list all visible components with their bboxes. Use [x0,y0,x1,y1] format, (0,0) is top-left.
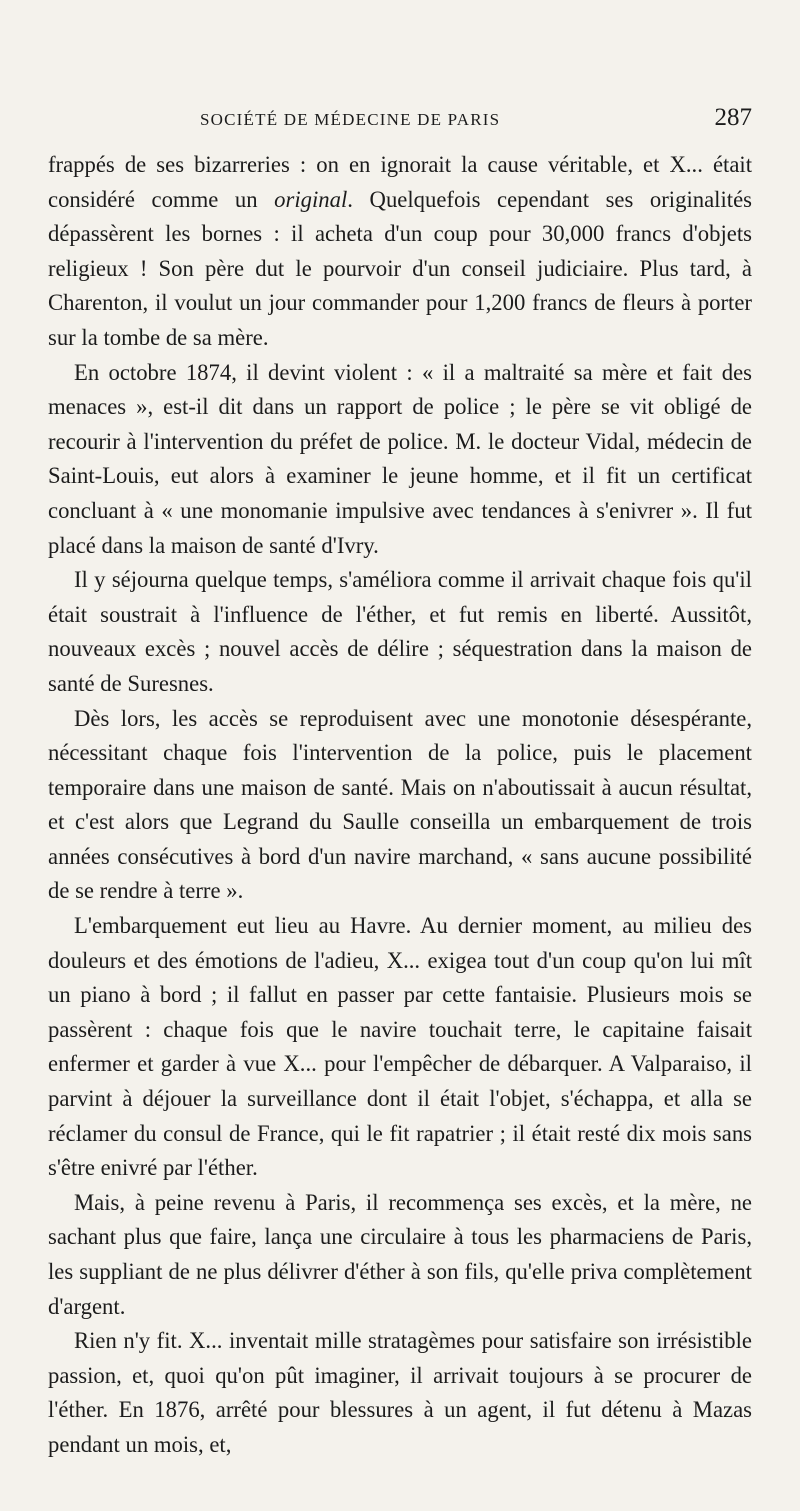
paragraph-6: Mais, à peine revenu à Paris, il recommença ses excès, et la mère, ne sachant plus que faire, lança une circulaire à tous les pharmaciens de Paris, les suppliant de ne plus délivrer d'éther à son fils, qu'elle priva complètement d'argent. [48,1189,752,1319]
paragraph-3: Il y séjourna quelque temps, s'améliora comme il arrivait chaque fois qu'il était soustrait à l'influence de l'éther, et fut remis en liberté. Aussitôt, nouveaux excès ; nouvel accès de délire ; séquestration dans la maison de santé de Suresnes. [48,567,752,696]
paragraph-1 [48,148,752,356]
paragraph-1-before: frappés de ses bizarreries : on en ignorait la cause véritable, et X... était considéré comme un [48,152,752,212]
paragraph-7: Rien n'y fit. X... inventait mille stratagèmes pour satisfaire son irrésistible passion, et, quoi qu'on pût imaginer, il arrivait toujours à se procurer de l'éther. En 1876, arrêté pour blessures à un agent, il fut détenu à Mazas pendant un mois, et, [48,1328,752,1457]
paragraph-4: Dès lors, les accès se reproduisent avec une monotonie désespérante, nécessitant chaque fois l'intervention de la police, puis le placement temporaire dans une maison de santé. Mais on n'aboutissait à aucun résultat, et c'est alors que Legrand du Saulle conseilla un embarquement de trois années consécutives à bord d'un navire marchand, « sans aucune possibilité de se rendre à terre ». [48,705,752,904]
paragraph-1-after: . Quelquefois cependant ses originalités dépassèrent les bornes : il acheta d'un coup pour 30,000 francs d'objets religieux ! Son père dut le pourvoir d'un conseil judiciaire. Plus tard, à Charenton, il voulut un jour commander pour 1,200 francs de fleurs à porter sur la tombe de sa mère. [48,186,752,350]
paragraph-2: En octobre 1874, il devint violent : « il a maltraité sa mère et fait des menaces », est-il dit dans un rapport de police ; le père se vit obligé de recourir à l'intervention du préfet de police. M. le docteur Vidal, médecin de Saint-Louis, eut alors à examiner le jeune homme, et il fit un certificat concluant à « une monomanie impulsive avec tendances à s'enivrer ». Il fut placé dans la maison de santé d'Ivry. [48,359,752,558]
paragraph-5: L'embarquement eut lieu au Havre. Au dernier moment, au milieu des douleurs et des émotions de l'adieu, X... exigea tout d'un coup qu'on lui mît un piano à bord ; il fallut en passer par cette fantaisie. Plusieurs mois se passèrent : chaque fois que le navire touchait terre, le capitaine faisait enfermer et garder à vue X... pour l'empêcher de débarquer. A Valparaiso, il parvint à déjouer la surveillance dont il était l'objet, s'échappa, et alla se réclamer du consul de France, qui le fit rapatrier ; il était resté dix mois sans s'être enivré par l'éther. [48,913,752,1181]
page-number: 287 [714,104,752,131]
body-text [48,148,752,1463]
emphasis-original: original [274,186,348,212]
header-title: SOCIÉTÉ DE MÉDECINE DE PARIS [200,110,501,129]
running-head [48,104,752,148]
